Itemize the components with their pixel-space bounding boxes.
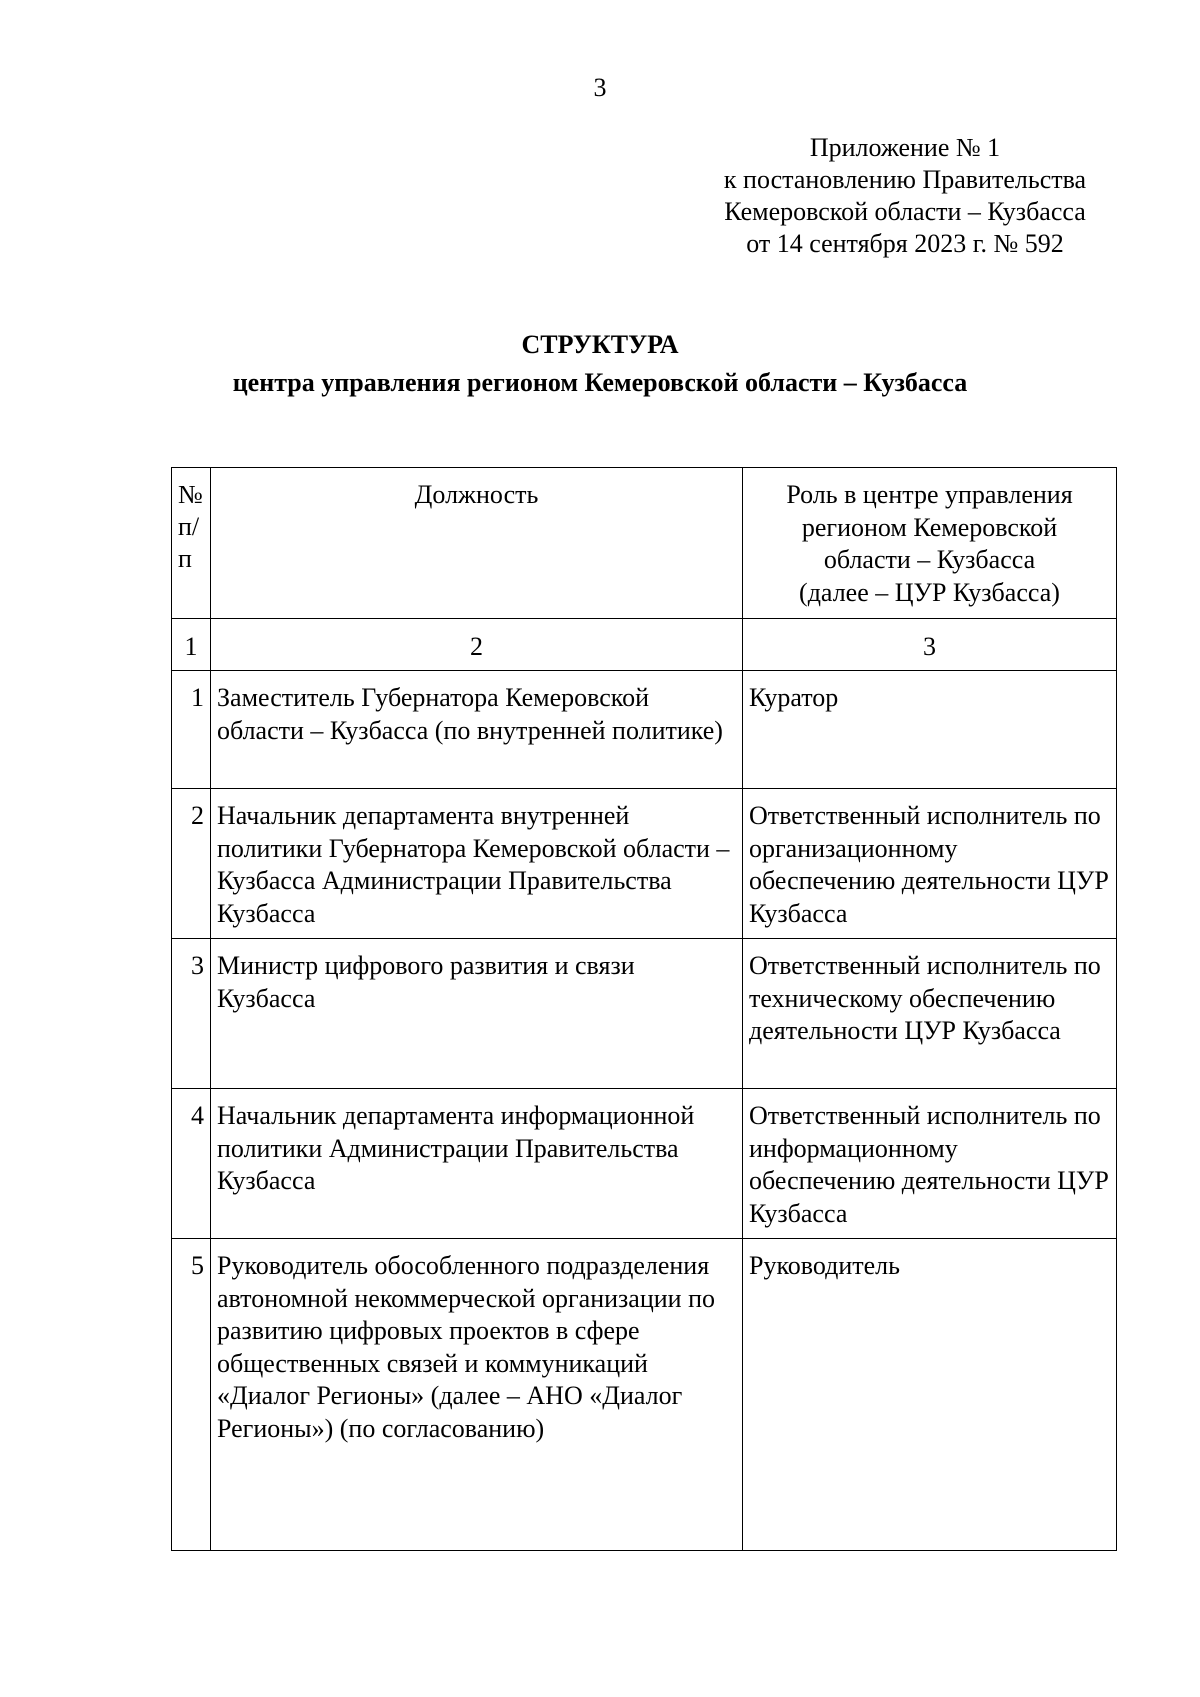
document-title [0, 326, 1200, 402]
header-role-line: регионом Кемеровской [801, 512, 1058, 542]
header-number [172, 468, 211, 619]
appendix-line-4: от 14 сентября 2023 г. № 592 [746, 229, 1064, 258]
table-header-row [172, 468, 1117, 619]
row-number: 1 [172, 671, 211, 789]
appendix-line-1: Приложение № 1 [809, 133, 1001, 162]
table-row [172, 671, 1117, 789]
header-position: Должность [211, 468, 743, 619]
row-role: Куратор [743, 671, 1117, 789]
row-position: Руководитель обособленного подразделения автономной некоммерческой организации по развитию цифровых проектов в сфере общественных связей и коммуникаций «Диалог Регионы» (далее – АНО «Диалог Регионы») (по согласованию) [211, 1239, 743, 1551]
row-position: Заместитель Губернатора Кемеровской области – Кузбасса (по внутренней политике) [211, 671, 743, 789]
row-number: 4 [172, 1089, 211, 1239]
document-title-line-1: СТРУКТУРА [521, 330, 679, 359]
header-role-line: области – Кузбасса [823, 545, 1036, 574]
appendix-line-3: Кемеровской области – Кузбасса [724, 197, 1086, 226]
row-number: 5 [172, 1239, 211, 1551]
header-number-line: п [178, 544, 192, 573]
header-role-line: (далее – ЦУР Кузбасса) [799, 577, 1060, 607]
column-number-row [172, 619, 1117, 671]
header-number-line: п/ [178, 512, 200, 541]
header-number-line: № [178, 480, 203, 509]
column-number: 2 [211, 619, 743, 671]
structure-table [171, 467, 1117, 1551]
table-row [172, 789, 1117, 939]
row-position: Начальник департамента информационной политики Администрации Правительства Кузбасса [211, 1089, 743, 1239]
row-role: Ответственный исполнитель по информационному обеспечению деятельности ЦУР Кузбасса [743, 1089, 1117, 1239]
row-position: Начальник департамента внутренней политики Губернатора Кемеровской области – Кузбасса Администрации Правительства Кузбасса [211, 789, 743, 939]
row-number: 2 [172, 789, 211, 939]
page-number: 3 [593, 73, 607, 102]
row-role: Ответственный исполнитель по организационному обеспечению деятельности ЦУР Кузбасса [743, 789, 1117, 939]
row-number: 3 [172, 939, 211, 1089]
table-row [172, 1239, 1117, 1551]
appendix-header [660, 132, 1150, 260]
table-row [172, 1089, 1117, 1239]
row-role: Руководитель [743, 1239, 1117, 1551]
row-position: Министр цифрового развития и связи Кузбасса [211, 939, 743, 1089]
header-role [743, 468, 1117, 619]
column-number: 3 [743, 619, 1117, 671]
header-role-line: Роль в центре управления [786, 480, 1073, 509]
column-number: 1 [172, 619, 211, 671]
row-role: Ответственный исполнитель по техническому обеспечению деятельности ЦУР Кузбасса [743, 939, 1117, 1089]
appendix-line-2: к постановлению Правительства [723, 165, 1087, 194]
document-title-line-2: центра управления регионом Кемеровской области – Кузбасса [232, 368, 968, 397]
table-row [172, 939, 1117, 1089]
